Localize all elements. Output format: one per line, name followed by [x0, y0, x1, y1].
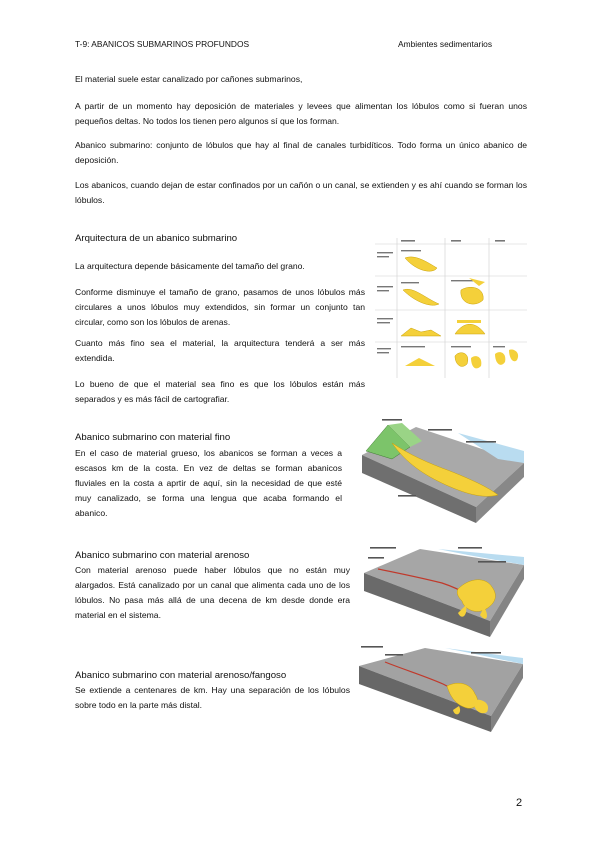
architecture-paragraph-4: Lo bueno de que el material sea fino es que los lóbulos están más separados y es más fácil de cartografiar. [75, 379, 365, 404]
intro-paragraph-1: El material suele estar canalizado por cañones submarinos, [75, 74, 303, 84]
fine-fan-diagram [358, 415, 528, 525]
intro-paragraph-4: Los abanicos, cuando dejan de estar confinados por un cañón o un canal, se extienden y es ahí cuando se forman los lóbulos. [75, 180, 527, 205]
sandy-material-text: Con material arenoso puede haber lóbulos que no están muy alargados. Está canalizado por un canal que alimenta cada uno de los lóbulos. No pasa más allá de una decena de km desde donde era material en el sistema. [75, 565, 350, 620]
fine-material-heading: Abanico submarino con material fino [75, 432, 231, 443]
muddy-material-text: Se extiende a centenares de km. Hay una separación de los lóbulos sobre todo en la parte más distal. [75, 685, 350, 710]
intro-paragraph-3: Abanico submarino: conjunto de lóbulos que hay al final de canales turbidíticos. Todo forma un único abanico de deposición. [75, 140, 527, 165]
fine-material-text: En el caso de material grueso, los abanicos se forman a veces a escasos km de la costa. En vez de deltas se forman abanicos fluviales en la costa a aprtir de aquí, sin la necesidad de que esté muy canalizado, se forma una lengua que acaba formando el abanico. [75, 448, 342, 518]
architecture-grid-figure [375, 238, 527, 378]
architecture-paragraph-2: Conforme disminuye el tamaño de grano, pasamos de unos lóbulos más circulares a unos lóbulos muy extendidos, sin formar un conjunto tan circular, como son los lóbulos de arenas. [75, 287, 365, 327]
header-title: T-9: ABANICOS SUBMARINOS PROFUNDOS [75, 39, 250, 49]
architecture-paragraph-3: Cuanto más fino sea el material, la arquitectura tenderá a ser más extendida. [75, 338, 365, 363]
page-number: 2 [516, 797, 523, 809]
header-subject: Ambientes sedimentarios [398, 39, 493, 49]
sandy-fan-diagram [358, 543, 528, 640]
sandy-material-heading: Abanico submarino con material arenoso [75, 550, 250, 561]
muddy-material-heading: Abanico submarino con material arenoso/fangoso [75, 670, 287, 681]
intro-paragraph-2: A partir de un momento hay deposición de materiales y levees que alimentan los lóbulos como si fueran unos pequeños deltas. No todos los tienen pero algunos sí que los forman. [75, 101, 527, 126]
architecture-paragraph-1: La arquitectura depende básicamente del tamaño del grano. [75, 261, 305, 271]
architecture-heading: Arquitectura de un abanico submarino [75, 233, 238, 244]
sandy-muddy-fan-diagram [355, 640, 527, 736]
